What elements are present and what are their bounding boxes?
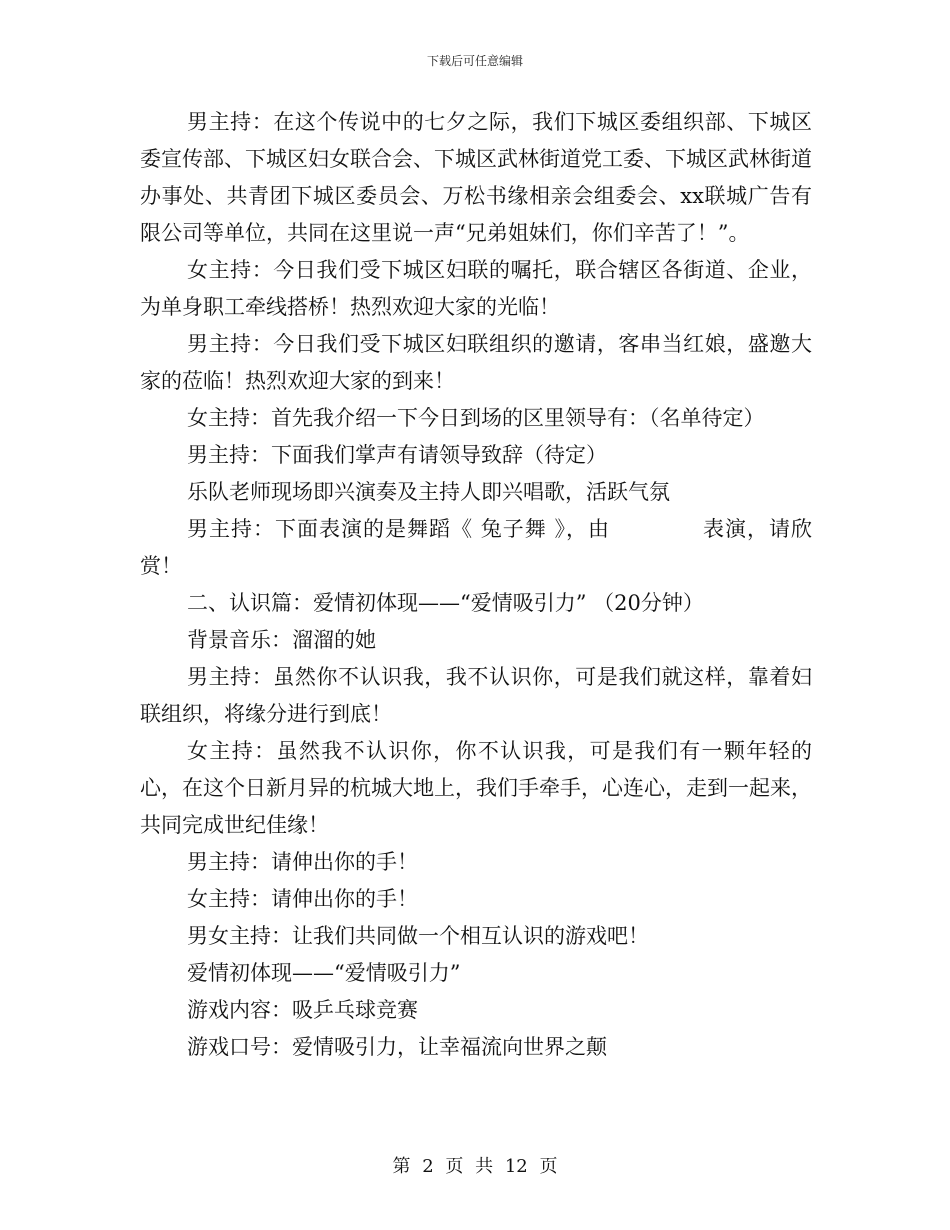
performance-text-before: 男主持：下面表演的是舞蹈《 兔子舞 》，由 xyxy=(187,517,610,541)
paragraph-game-slogan: 游戏口号：爱情吸引力，让幸福流向世界之颠 xyxy=(187,1035,607,1059)
paragraph-game-content: 游戏内容：吸乒乓球竞赛 xyxy=(187,998,418,1022)
paragraph-female-host-hand: 女主持：请伸出你的手！ xyxy=(187,887,418,911)
paragraph-female-host-welcome: 女主持：今日我们受下城区妇联的嘱托，联合辖区各街道、企业，为单身职工牵线搭桥！热烈欢迎大家的光临！ xyxy=(140,258,812,319)
paragraph-male-host-fate: 男主持：虽然你不认识我，我不认识你，可是我们就这样，靠着妇联组织，将缘分进行到底！ xyxy=(140,665,812,726)
paragraph-hosts-game: 男女主持：让我们共同做一个相互认识的游戏吧！ xyxy=(187,924,649,948)
paragraph-leaders-intro: 女主持：首先我介绍一下今日到场的区里领导有：（名单待定） xyxy=(187,406,765,430)
page-header-note: 下载后可任意编辑 xyxy=(426,54,523,68)
paragraph-male-host-hand: 男主持：请伸出你的手！ xyxy=(187,850,418,874)
paragraph-band-performance: 乐队老师现场即兴演奏及主持人即兴唱歌，活跃气氛 xyxy=(187,480,670,504)
paragraph-game-title: 爱情初体现——“爱情吸引力” xyxy=(187,961,461,985)
paragraph-dance-performance xyxy=(140,511,812,585)
section-heading-acquaintance: 二、认识篇：爱情初体现——“爱情吸引力” （20分钟） xyxy=(187,591,704,615)
document-body xyxy=(140,104,812,1066)
paragraph-male-host-welcome: 男主持：今日我们受下城区妇联组织的邀请，客串当红娘，盛邀大家的莅临！热烈欢迎大家的到来！ xyxy=(140,332,812,393)
paragraph-background-music: 背景音乐：溜溜的她 xyxy=(187,628,376,652)
paragraph-male-host-intro: 男主持：在这个传说中的七夕之际，我们下城区委组织部、下城区委宣传部、下城区妇女联合会、下城区武林街道党工委、下城区武林街道办事处、共青团下城区委员会、万松书缘相亲会组委会、xx联城广告有限公司等单位，共同在这里说一声“兄弟姐妹们，你们辛苦了！”。 xyxy=(140,110,812,245)
page-number: 第 2 页 共 12 页 xyxy=(392,1156,558,1177)
paragraph-female-host-fate: 女主持：虽然我不认识你，你不认识我，可是我们有一颗年轻的心，在这个日新月异的杭城大地上，我们手牵手，心连心，走到一起来，共同完成世纪佳缘！ xyxy=(140,739,812,837)
performance-text-after: 表演，请欣赏！ xyxy=(140,517,812,578)
paragraph-leader-speech: 男主持：下面我们掌声有请领导致辞（待定） xyxy=(187,443,607,467)
